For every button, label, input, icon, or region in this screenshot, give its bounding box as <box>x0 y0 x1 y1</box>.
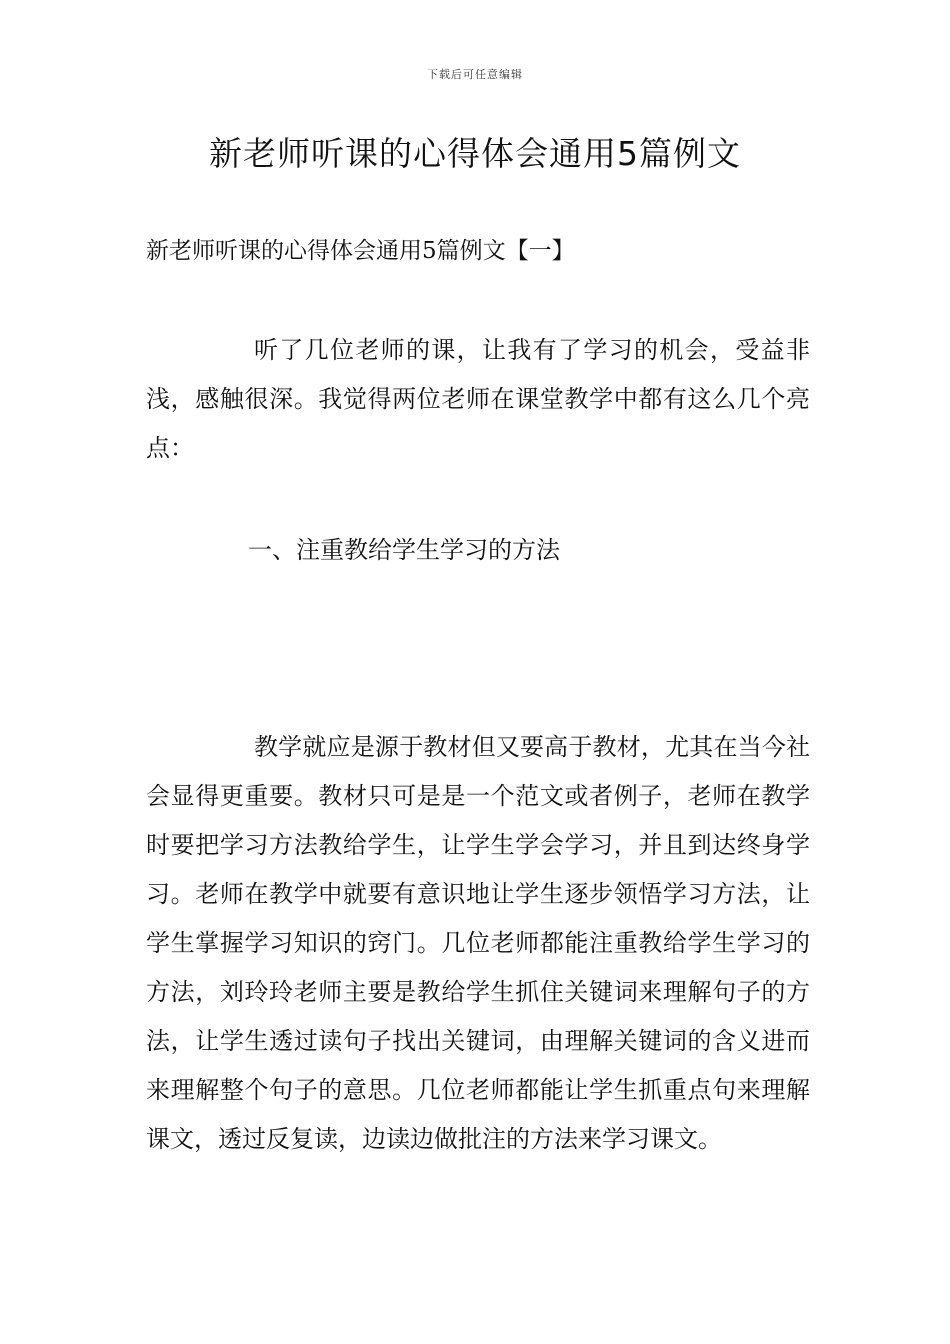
header-note: 下载后可任意编辑 <box>427 68 523 81</box>
paragraph-teaching-methods: 教学就应是源于教材但又要高于教材，尤其在当今社会显得更重要。教材只可是是一个范文或者例子，老师在教学时要把学习方法教给学生，让学生学会学习，并且到达终身学习。老师在教学中就要有意识地让学生逐步领悟学习方法，让学生掌握学习知识的窍门。几位老师都能注重教给学生学习的方法，刘玲玲老师主要是教给学生抓住关键词来理解句子的方法，让学生透过读句子找出关键词，由理解关键词的含义进而来理解整个句子的意思。几位老师都能让学生抓重点句来理解课文，透过反复读，边读边做批注的方法来学习课文。 <box>146 733 810 1153</box>
section-heading: 新老师听课的心得体会通用5篇例文【一】 <box>146 238 575 264</box>
subheading-teaching-methods: 一、注重教给学生学习的方法 <box>248 536 560 564</box>
document-title: 新老师听课的心得体会通用5篇例文 <box>209 134 741 173</box>
paragraph-intro: 听了几位老师的课，让我有了学习的机会，受益非浅，感触很深。我觉得两位老师在课堂教学中都有这么几个亮点： <box>146 336 810 462</box>
